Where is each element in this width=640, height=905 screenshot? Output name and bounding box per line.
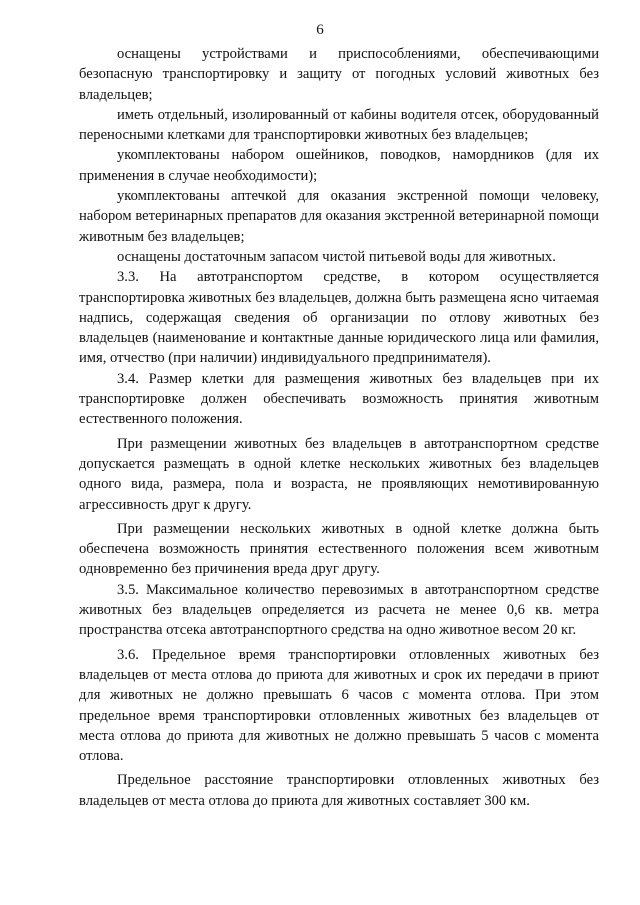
page-number: 6	[316, 22, 324, 38]
paragraph-collars-leashes: укомплектованы набором ошейников, поводков, намордников (для их применения в случае необходимости);	[79, 147, 599, 184]
paragraph-3-3-vehicle-sign: 3.3. На автотранспортом средстве, в котором осуществляется транспортировка животных без владельцев, должна быть размещена ясно читаемая надпись, содержащая сведения об организации по отлову животных без владельцев (наименование и контактные данные юридического лица или фамилия, имя, отчество (при наличии) индивидуального предпринимателя).	[79, 269, 599, 367]
paragraph-natural-position: При размещении нескольких животных в одной клетке должна быть обеспечена возможность принятия естественного положения всем животным одновременно без причинения вреда друг другу.	[79, 520, 599, 578]
paragraph-equipment-devices: оснащены устройствами и приспособлениями, обеспечивающими безопасную транспортировку и защиту от погодных условий животных без владельцев;	[79, 46, 599, 103]
paragraph-multiple-animals-one-cage: При размещении животных без владельцев в автотранспортном средстве допускается размещать в одной клетке нескольких животных без владельцев одного вида, размера, пола и возраста, не проявляющих немотивированную агрессивность друг к другу.	[79, 435, 599, 513]
paragraph-drinking-water: оснащены достаточным запасом чистой питьевой воды для животных.	[117, 248, 556, 265]
paragraph-isolated-compartment: иметь отдельный, изолированный от кабины водителя отсек, оборудованный переносными клетками для транспортировки животных без владельцев;	[79, 106, 599, 144]
paragraph-first-aid-kit: укомплектованы аптечкой для оказания экстренной помощи человеку, набором ветеринарных препаратов для оказания экстренной ветеринарной помощи животным без владельцев;	[79, 188, 599, 245]
paragraph-3-6-max-time: 3.6. Предельное время транспортировки отловленных животных без владельцев от места отлова до приюта для животных и срок их передачи в приют для животных не должно превышать 6 часов с момента отлова. При этом предельное время транспортировки отловленных животных без владельцев от места отлова до приюта для животных не должно превышать 5 часов с момента отлова.	[79, 646, 599, 765]
paragraph-3-5-max-quantity: 3.5. Максимальное количество перевозимых в автотранспортном средстве животных без владельцев определяется из расчета не менее 0,6 кв. метра пространства отсека автотранспортного средства на одно животное весом 20 кг.	[79, 581, 599, 639]
paragraph-3-4-cage-size: 3.4. Размер клетки для размещения животных без владельцев при их транспортировке должен обеспечивать возможность принятия животным естественного положения.	[79, 370, 599, 428]
document-body	[79, 44, 599, 811]
paragraph-max-distance: Предельное расстояние транспортировки отловленных животных без владельцев от места отлова до приюта для животных составляет 300 км.	[79, 772, 599, 809]
